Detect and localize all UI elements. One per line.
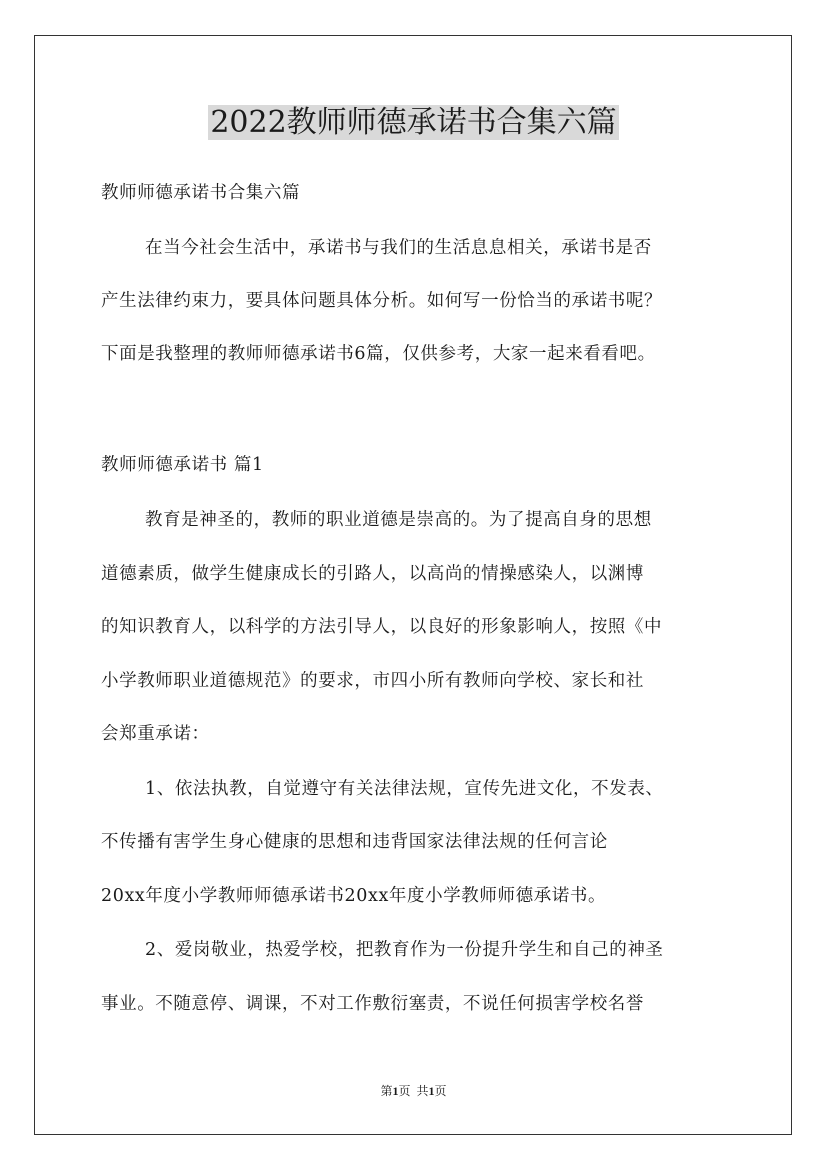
footer-total-number: 1 xyxy=(428,1084,435,1098)
body-line: 2、爱岗敬业，热爱学校，把教育作为一份提升学生和自己的神圣 xyxy=(145,940,664,960)
body-line: 20xx年度小学教师师德承诺书20xx年度小学教师师德承诺书。 xyxy=(101,886,607,906)
body-line: 1、依法执教，自觉遵守有关法律法规，宣传先进文化，不发表、 xyxy=(145,779,664,799)
intro-line: 在当今社会生活中，承诺书与我们的生活息息相关，承诺书是否 xyxy=(145,238,652,258)
subtitle: 教师师德承诺书合集六篇 xyxy=(101,183,301,203)
footer-total-prefix: 共 xyxy=(416,1084,429,1098)
page-footer xyxy=(0,1083,827,1099)
footer-page-prefix: 第 xyxy=(380,1084,393,1098)
intro-line: 产生法律约束力，要具体问题具体分析。如何写一份恰当的承诺书呢？ xyxy=(101,291,663,311)
section-heading: 教师师德承诺书 篇1 xyxy=(101,455,264,475)
document-title xyxy=(0,103,827,143)
footer-page-number: 1 xyxy=(392,1084,399,1098)
body-line: 道德素质，做学生健康成长的引路人，以高尚的情操感染人，以渊博 xyxy=(101,564,644,584)
body-line: 不传播有害学生身心健康的思想和违背国家法律法规的任何言论 xyxy=(101,832,608,852)
body-line: 教育是神圣的，教师的职业道德是崇高的。为了提高自身的思想 xyxy=(145,510,652,530)
body-line: 的知识教育人，以科学的方法引导人，以良好的形象影响人，按照《中 xyxy=(101,617,663,637)
document-title-text: 2022教师师德承诺书合集六篇 xyxy=(210,105,617,140)
intro-line: 下面是我整理的教师师德承诺书6篇，仅供参考，大家一起来看看吧。 xyxy=(101,344,656,364)
footer-total-suffix: 页 xyxy=(434,1084,447,1098)
body-line: 会郑重承诺： xyxy=(101,724,210,744)
body-line: 事业。不随意停、调课，不对工作敷衍塞责，不说任何损害学校名誉 xyxy=(101,994,644,1014)
footer-page-suffix: 页 xyxy=(398,1084,411,1098)
body-line: 小学教师职业道德规范》的要求，市四小所有教师向学校、家长和社 xyxy=(101,671,644,691)
